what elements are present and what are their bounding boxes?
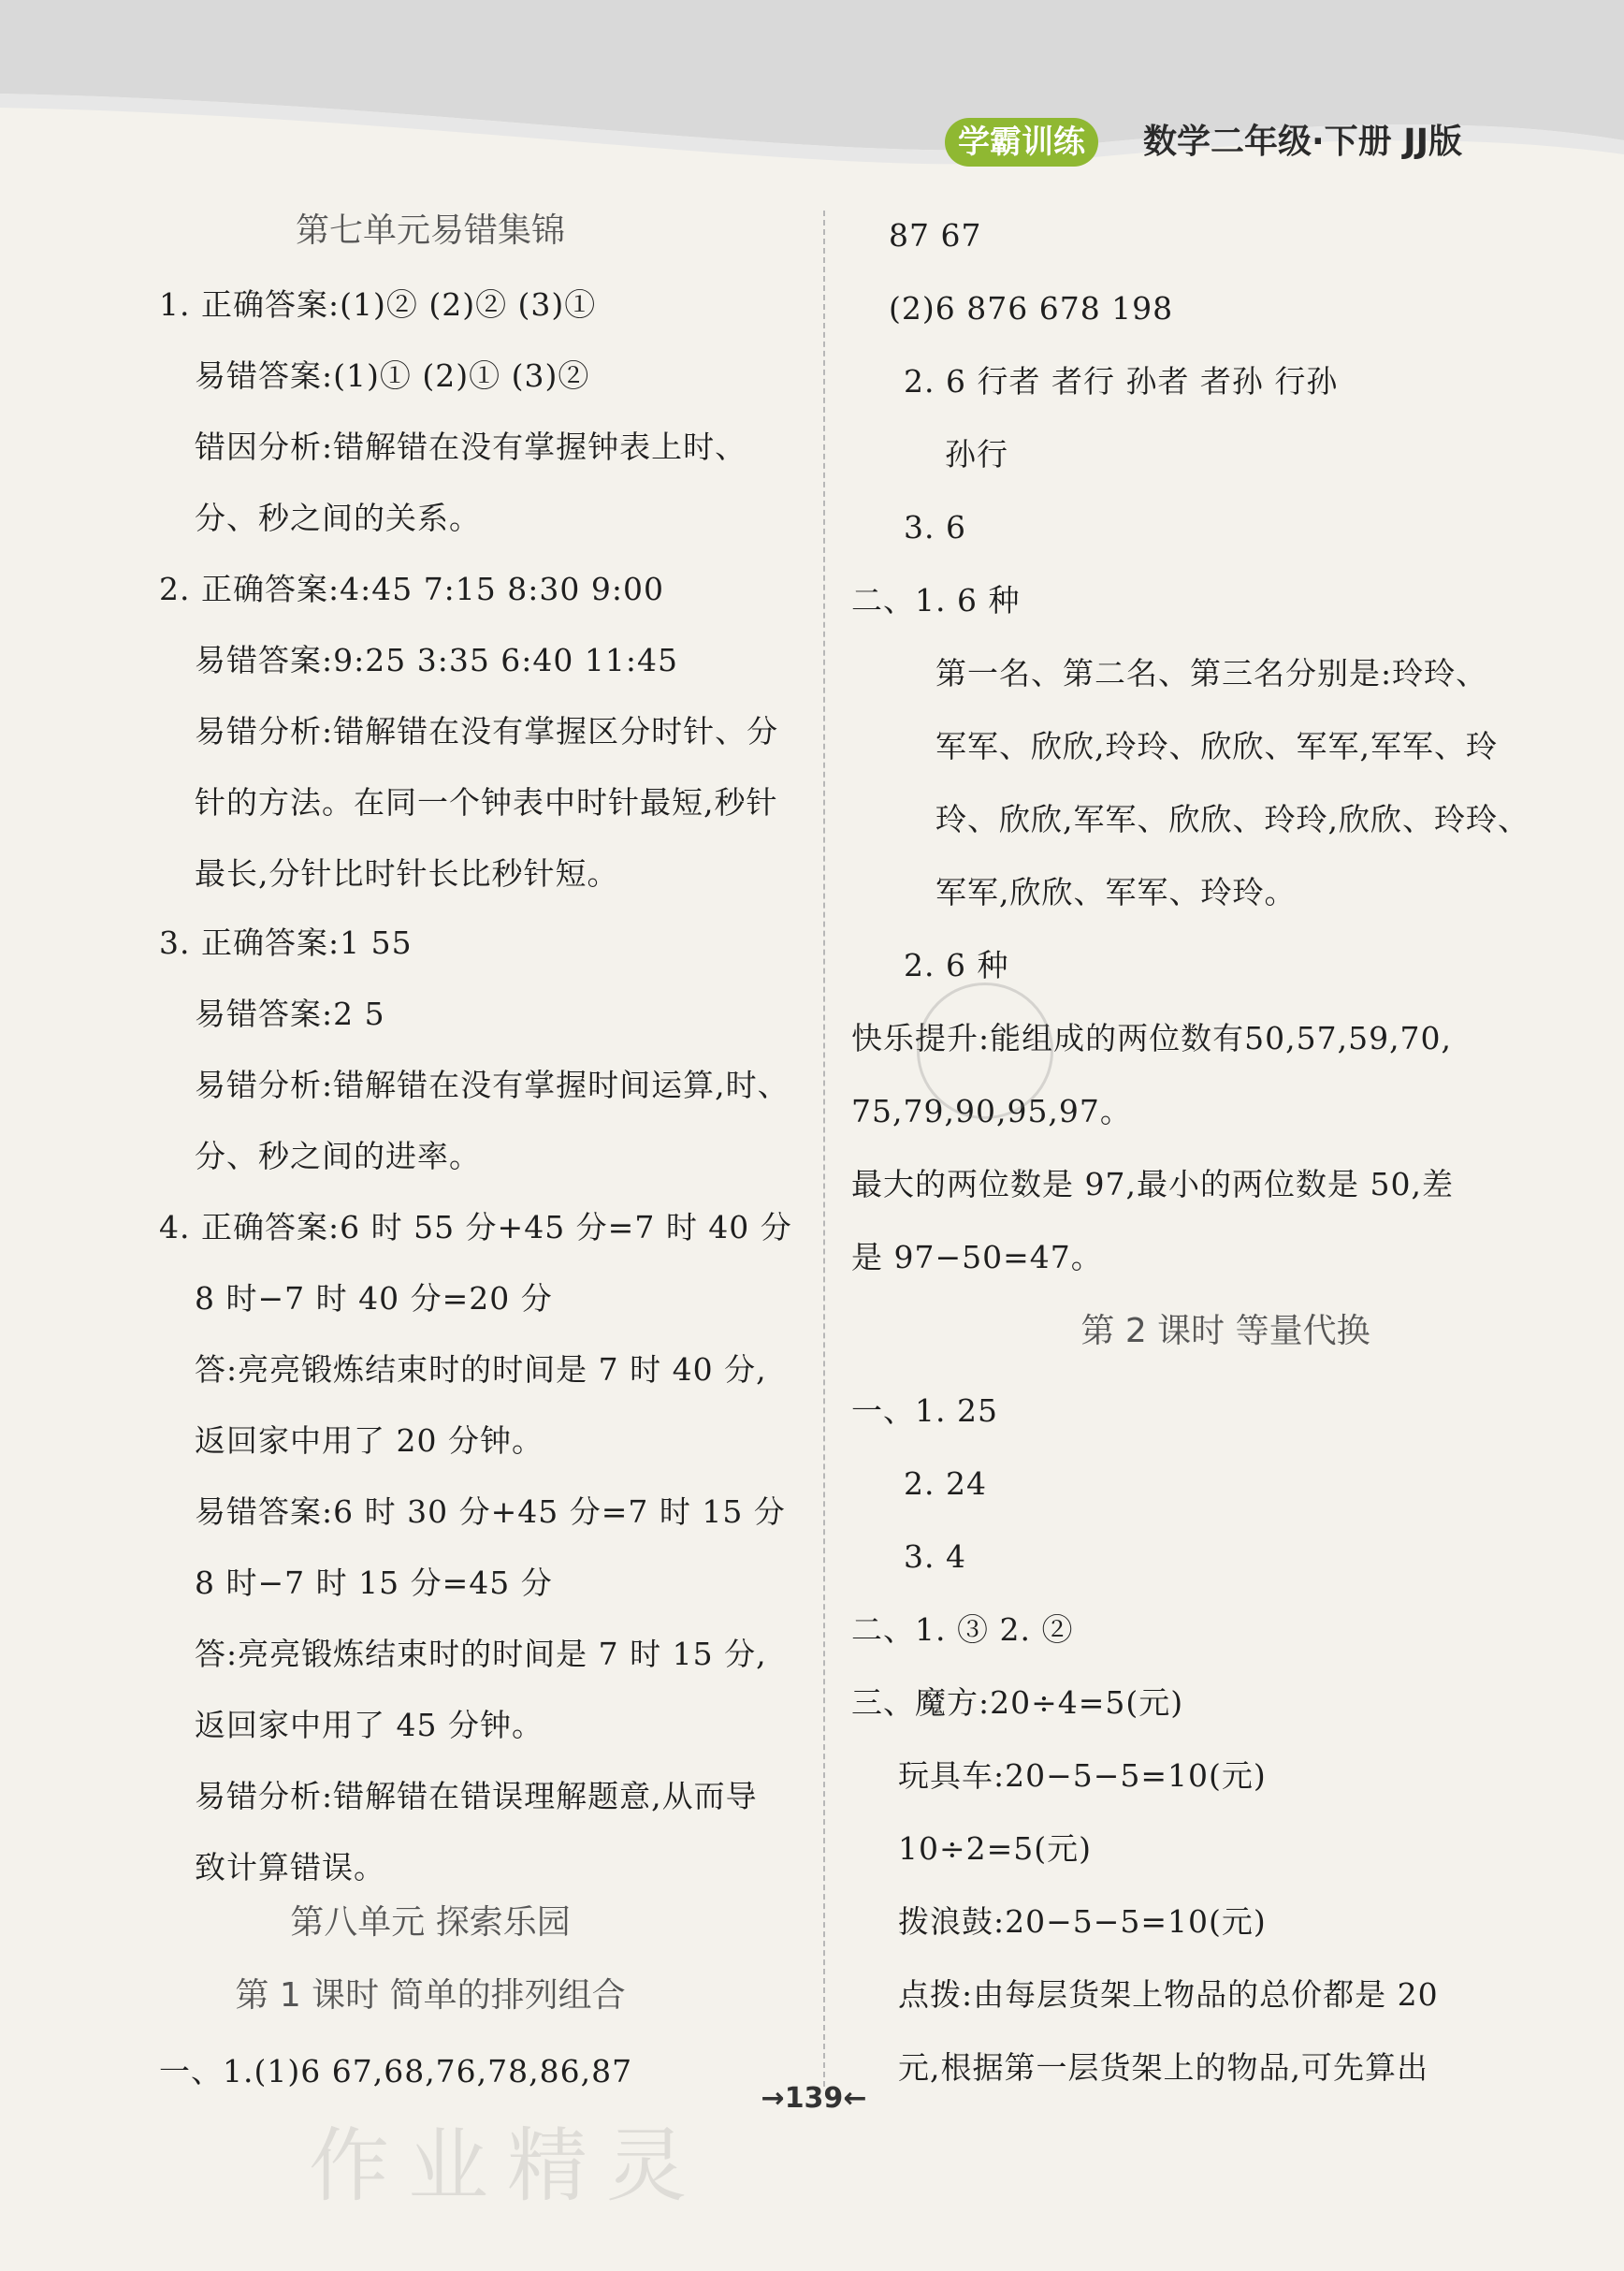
arrow-right-icon: → <box>761 2082 785 2115</box>
arrow-left-icon: ← <box>843 2082 867 2115</box>
q4-wrong: 易错答案:6 时 30 分+45 分=7 时 15 分 <box>195 1493 786 1530</box>
right-line-11: 2. 6 种 <box>904 947 1009 983</box>
q4-correct-line2: 8 时−7 时 40 分=20 分 <box>195 1280 553 1317</box>
watermark-text: 作业精灵 <box>309 2119 705 2213</box>
right-line-19: 二、1. ③ 2. ② <box>851 1611 1074 1648</box>
exercise1-line1: 一、1.(1)6 67,68,76,78,86,87 <box>159 2053 633 2089</box>
book-title: 数学二年级·下册 JJ版 <box>1143 123 1462 161</box>
right-line-24: 点拨:由每层货架上物品的总价都是 20 <box>898 1976 1439 2013</box>
right-line-3: 2. 6 行者 者行 孙者 者孙 行孙 <box>904 363 1339 400</box>
right-line-10: 军军,欣欣、军军、玲玲。 <box>935 874 1297 910</box>
page-number <box>730 2082 898 2115</box>
right-line-1: 87 67 <box>889 217 982 254</box>
q4-correct: 4. 正确答案:6 时 55 分+45 分=7 时 40 分 <box>159 1209 792 1245</box>
right-line-17: 2. 24 <box>904 1465 987 1502</box>
right-line-5: 3. 6 <box>904 509 966 546</box>
right-line-23: 拨浪鼓:20−5−5=10(元) <box>898 1903 1267 1940</box>
q4-correct-line3: 答:亮亮锻炼结束时的时间是 7 时 40 分, <box>195 1351 767 1388</box>
q4-analysis-2: 致计算错误。 <box>195 1849 385 1885</box>
unit7-title: 第七单元易错集锦 <box>295 211 565 250</box>
q3-analysis-1: 易错分析:错解错在没有掌握时间运算,时、 <box>195 1067 790 1103</box>
right-line-22: 10÷2=5(元) <box>898 1830 1093 1867</box>
header-band <box>0 0 1624 197</box>
q3-correct: 3. 正确答案:1 55 <box>159 924 413 961</box>
q4-wrong-line2: 8 时−7 时 15 分=45 分 <box>195 1565 553 1601</box>
brand-badge: 学霸训练 <box>945 118 1098 167</box>
right-line-14: 最大的两位数是 97,最小的两位数是 50,差 <box>851 1166 1454 1202</box>
column-divider <box>823 211 825 2087</box>
page-number-text: 139 <box>784 2082 844 2115</box>
q3-analysis-2: 分、秒之间的进率。 <box>195 1138 481 1174</box>
q2-wrong: 易错答案:9:25 3:35 6:40 11:45 <box>195 642 679 678</box>
right-line-9: 玲、欣欣,军军、欣欣、玲玲,欣欣、玲玲、 <box>935 801 1530 837</box>
right-line-16: 一、1. 25 <box>851 1392 998 1429</box>
right-line-7: 第一名、第二名、第三名分别是:玲玲、 <box>935 655 1488 691</box>
q2-analysis-1: 易错分析:错解错在没有掌握区分时针、分 <box>195 713 779 750</box>
right-line-20: 三、魔方:20÷4=5(元) <box>851 1684 1184 1721</box>
right-line-21: 玩具车:20−5−5=10(元) <box>898 1757 1267 1794</box>
q1-analysis-1: 错因分析:错解错在没有掌握钟表上时、 <box>195 429 747 465</box>
right-line-6: 二、1. 6 种 <box>851 582 1021 619</box>
q1-analysis-2: 分、秒之间的关系。 <box>195 500 481 536</box>
right-line-18: 3. 4 <box>904 1538 966 1575</box>
q2-correct: 2. 正确答案:4:45 7:15 8:30 9:00 <box>159 571 664 607</box>
right-line-2: (2)6 876 678 198 <box>889 290 1174 327</box>
lesson1-title: 第 1 课时 简单的排列组合 <box>235 1976 626 2015</box>
q2-analysis-3: 最长,分针比时针长比秒针短。 <box>195 855 619 892</box>
q4-analysis-1: 易错分析:错解错在错误理解题意,从而导 <box>195 1778 758 1814</box>
right-line-8: 军军、欣欣,玲玲、欣欣、军军,军军、玲 <box>935 728 1498 764</box>
header-wave <box>0 0 1624 197</box>
q4-correct-line4: 返回家中用了 20 分钟。 <box>195 1422 544 1459</box>
q4-wrong-line3: 答:亮亮锻炼结束时的时间是 7 时 15 分, <box>195 1636 767 1672</box>
q2-analysis-2: 针的方法。在同一个钟表中时针最短,秒针 <box>195 784 778 821</box>
q1-correct: 1. 正确答案:(1)② (2)② (3)① <box>159 286 597 323</box>
q1-wrong: 易错答案:(1)① (2)① (3)② <box>195 357 590 394</box>
right-line-12: 快乐提升:能组成的两位数有50,57,59,70, <box>851 1020 1453 1056</box>
q3-wrong: 易错答案:2 5 <box>195 996 385 1032</box>
right-line-15: 是 97−50=47。 <box>851 1239 1103 1275</box>
right-line-4: 孙行 <box>945 436 1008 473</box>
unit8-title: 第八单元 探索乐园 <box>290 1903 571 1942</box>
right-line-25: 元,根据第一层货架上的物品,可先算出 <box>898 2049 1428 2086</box>
watermark-stamp <box>917 983 1053 1119</box>
lesson2-title: 第 2 课时 等量代换 <box>1080 1312 1370 1350</box>
right-line-13: 75,79,90,95,97。 <box>851 1093 1132 1129</box>
q4-wrong-line4: 返回家中用了 45 分钟。 <box>195 1707 544 1743</box>
